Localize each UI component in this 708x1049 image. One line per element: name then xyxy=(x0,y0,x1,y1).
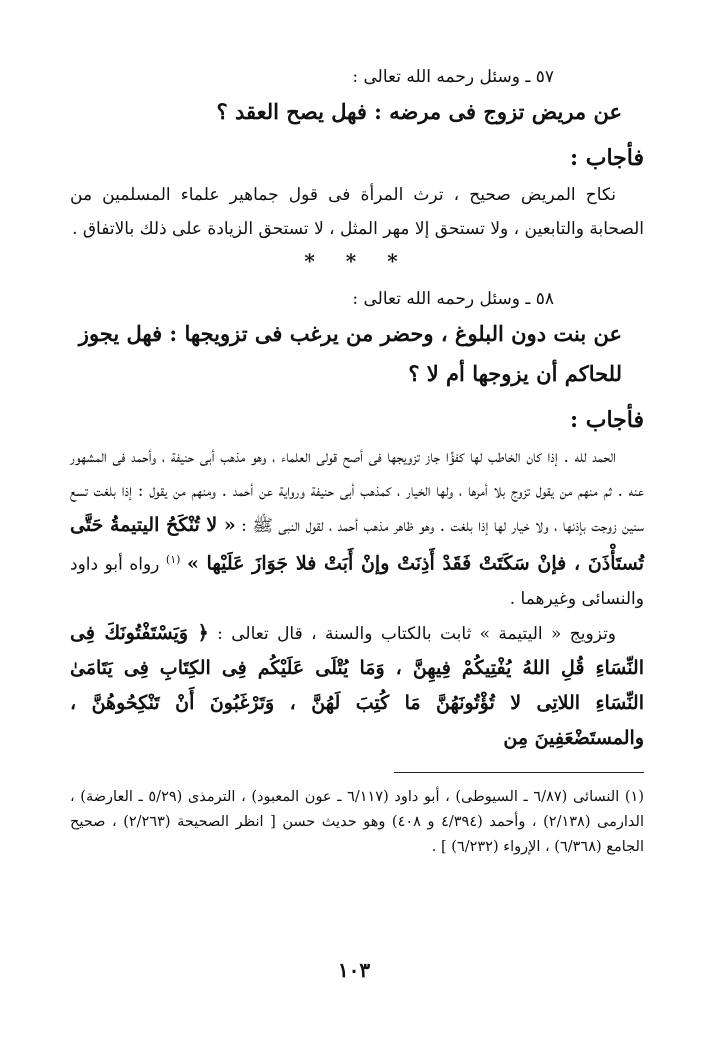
hadith-source: رواه أبو داود والنسائى وغيرهما . xyxy=(70,554,644,609)
answer-57-text: نكاح المريض صحيح ، ترث المرأة فى قول جماهير علماء المسلمين من الصحابة والتابعين ، ولا تستحق إلا مهر المثل ، لا تستحق الزيادة على ذلك بالاتفاق . xyxy=(70,185,644,239)
footnote-divider xyxy=(394,772,644,773)
question-58-text: عن بنت دون البلوغ ، وحضر من يرغب فى تزويجها : فهل يجوز للحاكم أن يزوجها أم لا ؟ xyxy=(78,321,622,386)
answer-58-paragraph-2-text: وتزويج « اليتيمة » ثابت بالكتاب والسنة ، قال تعالى : xyxy=(217,623,617,644)
answer-58-label: فأجاب : xyxy=(569,407,644,433)
answer-58-paragraph-1 xyxy=(70,440,644,616)
quran-verse: ﴿ وَيَسْتَفْتُونَكَ فِى النِّسَاءِ قُلِ اللهُ يُفْتِيكُمْ فِيهِنَّ ، وَمَا يُتْلَى عَلَيْكُم فِى الكِتَابِ فِى يَتَامَىٰ النِّسَاءِ اللاتِى لا تُؤْتُونَهُنَّ مَا كُتِبَ لَهُنَّ ، وَتَرْغَبُونَ أَنْ تَنْكِحُوهُنَّ ، والمستَضْعَفِينَ مِن xyxy=(70,621,644,749)
footnote-text: (١) النسائى (٦/٨٧ ـ السيوطى) ، أبو داود (٦/١١٧ ـ عون المعبود) ، الترمذى (٥/٢٩ ـ العارضة) ، الدارمى (٢/١٣٨) ، وأحمد (٤/٣٩٤ و ٤٠٨) وهو حديث حسن [ انظر الصحيحة (٢/٢٦٣) ، صحيح الجامع (٦/٣٦٨) ، الإرواء (٦/٢٣٢) ] . xyxy=(70,788,644,855)
question-57-text: عن مريض تزوج فى مرضه : فهل يصح العقد ؟ xyxy=(216,99,622,124)
question-58-heading: ٥٨ ـ وسئل رحمه الله تعالى : xyxy=(352,289,554,309)
question-57-heading: ٥٧ ـ وسئل رحمه الله تعالى : xyxy=(352,67,554,87)
answer-58-paragraph-2 xyxy=(70,616,644,756)
answer-58-paragraph-1-text: الحمد لله . إذا كان الخاطب لها كفؤًا جاز تزويجها فى أصح قولى العلماء ، وهو مذهب أبى حنيفة ، وأحمد فى المشهور عنه . ثم منهم من يقول تزوج بلا أمرها ، ولها الخيار ، كمذهب أبى حنيفة ورواية عن أحمد . ومنهم من يقول : إذا بلغت تسع سنين زوجت بإذنها ، ولا خيار لها إذا بلغت . وهو ظاهر مذهب أحمد ، لقول النبى ﷺ : xyxy=(70,447,644,536)
page-number: ١٠٣ xyxy=(337,958,371,982)
footnote-marker[interactable]: (١) xyxy=(165,553,181,566)
answer-57-label: فأجاب : xyxy=(569,145,644,171)
hadith-quote: « لا تُنْكَحُ اليتيمةُ حَتَّى تُستَأْذَنَ ، فإنْ سَكَتَتْ فَقَدْ أَذِنَتْ وإنْ أَبَتْ فلا جَوَازَ عَلَيْها » xyxy=(70,514,645,575)
section-separator: * * * xyxy=(304,249,410,273)
